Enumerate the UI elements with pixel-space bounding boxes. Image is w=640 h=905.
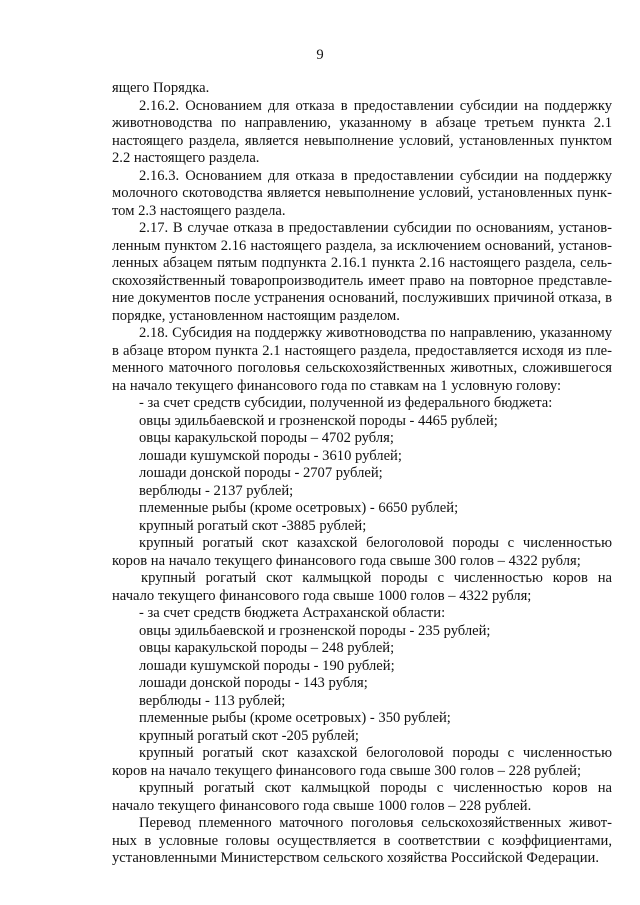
text-line: ных в условные головы осуществляется в соответствии с коэффициентами, — [112, 832, 612, 849]
text-line: в абзаце втором пункта 2.1 настоящего раздела, предоставляется исходя из пле- — [112, 342, 612, 359]
text-line: ленным пунктом 2.16 настоящего раздела, за исключением оснований, установ- — [112, 237, 612, 254]
text-line: племенные рыбы (кроме осетровых) - 350 рублей; — [139, 710, 451, 726]
text-line: ленных абзацем пятым подпункта 2.16.1 пункта 2.16 настоящего раздела, сель- — [112, 255, 612, 271]
text-line: коров на начало текущего финансового года свыше 300 голов – 4322 рубля; — [112, 552, 581, 569]
text-line: 2.16.3. Основанием для отказа в предоставлении субсидии на поддержку — [139, 167, 612, 184]
text-line: на начало текущего финансового года по ставкам на 1 условную голову: — [112, 377, 561, 394]
text-line: - за счет средств бюджета Астраханской области: — [139, 605, 446, 621]
text-line: лошади кушумской породы - 3610 рублей; — [139, 447, 402, 464]
page-number: 9 — [316, 47, 324, 63]
text-line: том 2.3 настоящего раздела. — [112, 202, 286, 219]
text-line: менного маточного поголовья сельскохозяйственных животных, сложившегося — [112, 360, 612, 376]
text-line: молочного скотоводства является невыполнение условий, установленных пунк- — [112, 185, 612, 201]
text-line: крупный рогатый скот -3885 рублей; — [139, 517, 367, 534]
text-line: 2.2 настоящего раздела. — [112, 150, 260, 166]
text-line: крупный рогатый скот -205 рублей; — [139, 727, 359, 744]
document-body — [112, 80, 612, 868]
text-line: крупный рогатый скот казахской белоголовой породы с численностью — [139, 535, 612, 551]
text-line: скохозяйственный товаропроизводитель имеет право на повторное представле- — [112, 272, 612, 289]
text-line: племенные рыбы (кроме осетровых) - 6650 рублей; — [139, 500, 459, 516]
text-line: лошади донской породы - 143 рубля; — [139, 675, 368, 691]
text-line: настоящего раздела, является невыполнение условий, установленных пунктом — [112, 132, 612, 149]
text-line: ние документов после устранения оснований, послуживших причиной отказа, в — [112, 290, 612, 306]
text-line: животноводства по направлению, указанному в абзаце третьем пункта 2.1 — [112, 115, 612, 131]
text-line: ящего Порядка. — [112, 80, 210, 96]
text-line: лошади донской породы - 2707 рублей; — [139, 465, 383, 481]
text-line: начало текущего финансового года свыше 1000 голов – 228 рублей. — [112, 797, 532, 814]
text-line: овцы эдильбаевской и грозненской породы - 4465 рублей; — [139, 412, 498, 429]
text-line: - за счет средств субсидии, полученной из федерального бюджета: — [139, 395, 553, 411]
text-line: овцы каракульской породы – 248 рублей; — [139, 640, 395, 656]
text-line: крупный рогатый скот калмыцкой породы с численностью коров на — [141, 570, 612, 586]
text-line: 2.18. Субсидия на поддержку животноводства по направлению, указанному — [139, 325, 612, 341]
text-line: овцы каракульской породы – 4702 рубля; — [139, 430, 394, 446]
text-line: крупный рогатый скот калмыцкой породы с численностью коров на — [139, 780, 612, 796]
text-line: 2.16.2. Основанием для отказа в предоставлении субсидии на поддержку — [139, 97, 612, 114]
text-line: порядке, установленном настоящим разделом. — [112, 307, 400, 324]
text-line: верблюды - 113 рублей; — [139, 692, 286, 709]
text-line: установленными Министерством сельского хозяйства Российской Федерации. — [112, 850, 599, 866]
text-line: овцы эдильбаевской и грозненской породы - 235 рублей; — [139, 622, 491, 639]
text-line: лошади кушумской породы - 190 рублей; — [139, 657, 395, 674]
text-line: крупный рогатый скот казахской белоголовой породы с численностью — [139, 745, 612, 761]
text-line: коров на начало текущего финансового года свыше 300 голов – 228 рублей; — [112, 762, 582, 779]
text-line: начало текущего финансового года свыше 1000 голов – 4322 рубля; — [112, 587, 532, 604]
text-line: 2.17. В случае отказа в предоставлении субсидии по основаниям, установ- — [139, 220, 612, 236]
text-line: Перевод племенного маточного поголовья сельскохозяйственных живот- — [139, 815, 612, 831]
text-line: верблюды - 2137 рублей; — [139, 482, 294, 499]
